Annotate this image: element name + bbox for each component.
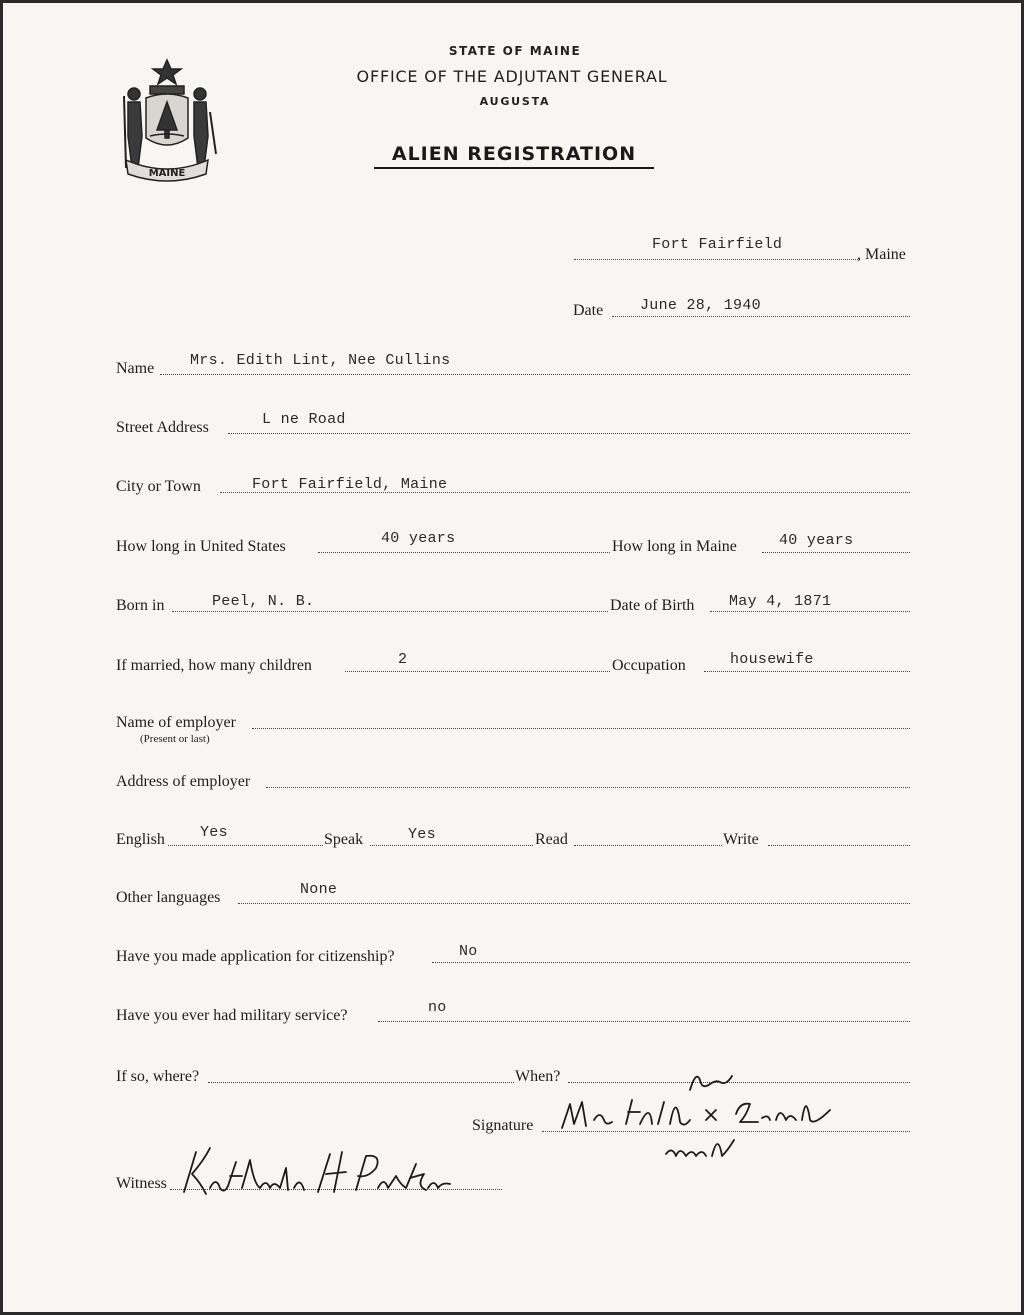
city-heading: AUGUSTA xyxy=(479,95,551,108)
occupation-value[interactable]: housewife xyxy=(730,651,814,668)
place-value[interactable]: Fort Fairfield xyxy=(652,236,783,253)
form-title: ALIEN REGISTRATION xyxy=(374,143,654,169)
children-value[interactable]: 2 xyxy=(398,651,408,668)
children-label: If married, how many children xyxy=(116,657,312,674)
employer-name-label: Name of employer xyxy=(116,714,236,731)
speak-line xyxy=(370,845,533,846)
date-of-birth-label: Date of Birth xyxy=(610,597,695,614)
date-of-birth-value[interactable]: May 4, 1871 xyxy=(729,593,832,610)
speak-value[interactable]: Yes xyxy=(408,826,436,843)
write-line xyxy=(768,845,910,846)
date-value[interactable]: June 28, 1940 xyxy=(640,297,761,314)
how-long-us-label: How long in United States xyxy=(116,538,286,555)
if-so-where-label: If so, where? xyxy=(116,1068,200,1085)
place-suffix: , Maine xyxy=(857,246,906,263)
name-line xyxy=(160,374,910,375)
name-label: Name xyxy=(116,360,155,377)
employer-name-sublabel: (Present or last) xyxy=(140,733,210,745)
speak-label: Speak xyxy=(324,831,364,848)
read-line xyxy=(574,845,722,846)
state-heading: STATE OF MAINE xyxy=(448,44,582,58)
office-heading: OFFICE OF THE ADJUTANT GENERAL xyxy=(356,67,668,86)
occupation-line xyxy=(704,671,910,672)
signature-label: Signature xyxy=(472,1117,534,1134)
citizenship-value[interactable]: No xyxy=(459,943,478,960)
occupation-label: Occupation xyxy=(612,657,686,674)
children-line xyxy=(345,671,610,672)
street-address-value[interactable]: L ne Road xyxy=(262,411,346,428)
svg-text:MAINE: MAINE xyxy=(148,168,186,179)
citizenship-line xyxy=(432,962,910,963)
signature-handwriting xyxy=(540,1062,870,1172)
born-in-value[interactable]: Peel, N. B. xyxy=(212,593,315,610)
employer-address-line xyxy=(266,787,910,788)
place-line xyxy=(574,259,858,260)
military-label: Have you ever had military service? xyxy=(116,1007,348,1024)
citizenship-label: Have you made application for citizenship? xyxy=(116,948,395,965)
employer-address-label: Address of employer xyxy=(116,773,251,790)
how-long-maine-value[interactable]: 40 years xyxy=(779,532,854,549)
witness-label: Witness xyxy=(116,1175,167,1192)
city-value[interactable]: Fort Fairfield, Maine xyxy=(252,476,448,493)
english-value[interactable]: Yes xyxy=(200,824,228,841)
when-label: When? xyxy=(515,1068,561,1085)
english-line xyxy=(168,845,323,846)
born-in-line xyxy=(172,611,608,612)
street-address-line xyxy=(228,433,910,434)
employer-name-line xyxy=(252,728,910,729)
read-label: Read xyxy=(535,831,568,848)
name-value[interactable]: Mrs. Edith Lint, Nee Cullins xyxy=(190,352,451,369)
english-label: English xyxy=(116,831,165,848)
write-label: Write xyxy=(723,831,759,848)
how-long-maine-label: How long in Maine xyxy=(612,538,737,555)
if-so-where-line xyxy=(208,1082,514,1083)
born-in-label: Born in xyxy=(116,597,165,614)
military-value[interactable]: no xyxy=(428,999,447,1016)
how-long-maine-line xyxy=(762,552,910,553)
how-long-us-line xyxy=(318,552,610,553)
other-languages-label: Other languages xyxy=(116,889,221,906)
date-of-birth-line xyxy=(710,611,910,612)
city-label: City or Town xyxy=(116,478,201,495)
date-label: Date xyxy=(573,302,604,319)
other-languages-line xyxy=(238,903,910,904)
military-line xyxy=(378,1021,910,1022)
date-line xyxy=(612,316,910,317)
how-long-us-value[interactable]: 40 years xyxy=(381,530,456,547)
other-languages-value[interactable]: None xyxy=(300,881,338,898)
street-address-label: Street Address xyxy=(116,419,209,436)
witness-signature-handwriting xyxy=(170,1138,470,1208)
